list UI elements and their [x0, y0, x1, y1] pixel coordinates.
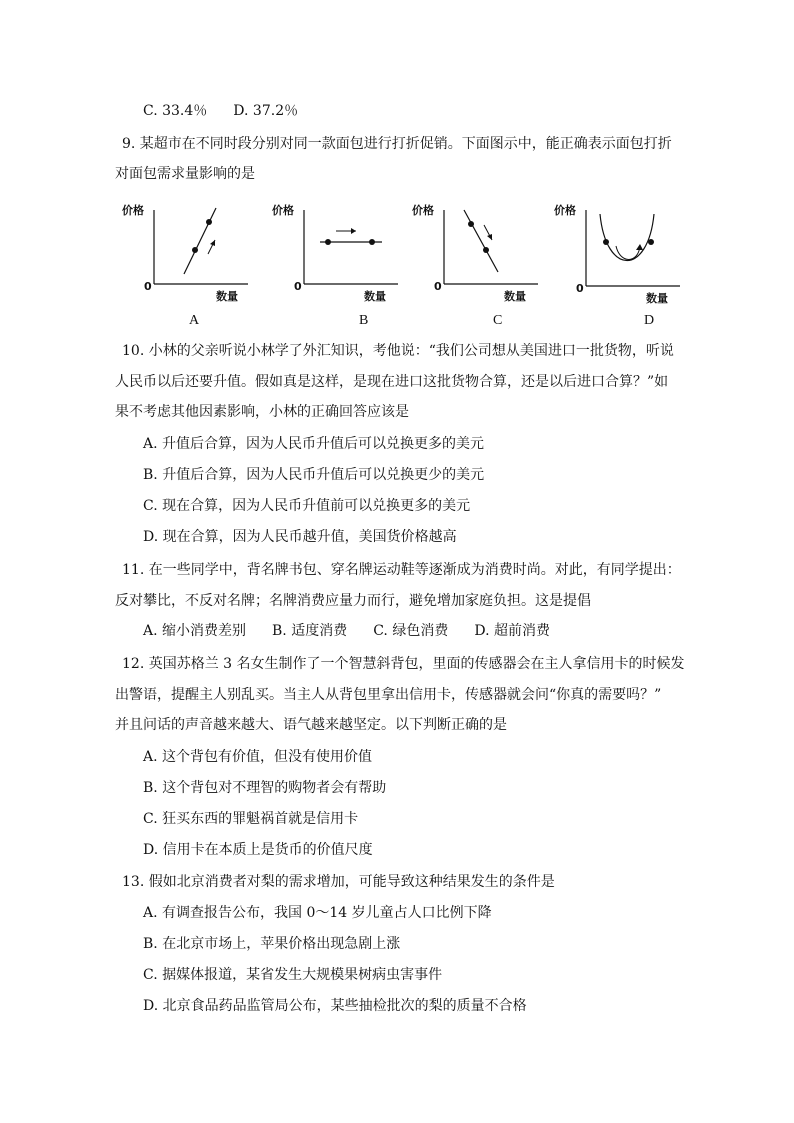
chart-b-letter: B: [359, 313, 369, 328]
q12-option-d: D. 信用卡在本质上是货币的价值尺度: [143, 842, 373, 858]
chart-c-point-low: [483, 247, 489, 253]
q11-option-c: C. 绿色消费: [373, 623, 449, 639]
chart-a-point-high: [206, 219, 212, 225]
chart-a-svg: [118, 198, 258, 308]
chart-d-svg: [550, 198, 690, 308]
q8-option-c: C. 33.4％: [143, 103, 208, 119]
q9-chart-a: [118, 198, 258, 308]
chart-b-xlabel: 数量: [364, 290, 386, 303]
chart-c-letter: C: [493, 313, 503, 328]
q12-stem-line2: 出警语，提醒主人别乱买。当主人从背包里拿出信用卡，传感器就会问“你真的需要吗？”: [115, 687, 662, 703]
chart-d-origin: 0: [576, 282, 584, 295]
chart-b-ylabel: 价格: [272, 204, 294, 217]
chart-d-point-left: [603, 239, 609, 245]
chart-c-point-high: [468, 221, 474, 227]
q9-chart-d: [550, 198, 690, 308]
chart-b-origin: 0: [294, 280, 302, 293]
q13-stem: 13. 假如北京消费者对梨的需求增加，可能导致这种结果发生的条件是: [122, 874, 555, 890]
chart-b-point-right: [369, 239, 375, 245]
q13-option-b: B. 在北京市场上，苹果价格出现急剧上涨: [143, 936, 401, 952]
chart-b-svg: [268, 198, 408, 308]
q10-option-c: C. 现在合算，因为人民币升值前可以兑换更多的美元: [143, 498, 471, 514]
q12-stem-line1: 12. 英国苏格兰 3 名女生制作了一个智慧斜背包，里面的传感器会在主人拿信用卡的时候发: [122, 656, 685, 672]
q13-option-d: D. 北京食品药品监管局公布，某些抽检批次的梨的质量不合格: [143, 998, 527, 1014]
q12-stem-line3: 并且问话的声音越来越大、语气越来越坚定。以下判断正确的是: [115, 717, 507, 733]
chart-d-curve: [600, 214, 654, 261]
chart-a-point-low: [192, 247, 198, 253]
chart-a-xlabel: 数量: [216, 290, 238, 303]
chart-a-letter: A: [189, 313, 200, 328]
q8-option-d: D. 37.2％: [233, 103, 299, 119]
chart-a-origin: 0: [144, 280, 152, 293]
q12-option-c: C. 狂买东西的罪魁祸首就是信用卡: [143, 811, 359, 827]
chart-a-curve: [184, 208, 216, 274]
chart-d-xlabel: 数量: [646, 292, 668, 305]
chart-c-curve: [464, 210, 498, 272]
chart-c-xlabel: 数量: [504, 290, 526, 303]
chart-a-ylabel: 价格: [122, 204, 144, 217]
q8-options: [143, 101, 298, 121]
q10-option-a: A. 升值后合算，因为人民币升值后可以兑换更多的美元: [143, 436, 485, 452]
chart-c-svg: [408, 198, 548, 308]
q12-option-b: B. 这个背包对不理智的购物者会有帮助: [143, 780, 387, 796]
q10-option-b: B. 升值后合算，因为人民币升值后可以兑换更少的美元: [143, 467, 485, 483]
q11-stem-line2: 反对攀比，不反对名牌；名牌消费应量力而行，避免增加家庭负担。这是提倡: [115, 593, 591, 609]
q9-stem-line2: 对面包需求量影响的是: [115, 166, 255, 182]
q10-stem-line1: 10. 小林的父亲听说小林学了外汇知识，考他说：“我们公司想从美国进口一批货物，听说: [122, 343, 674, 359]
q13-option-a: A. 有调查报告公布，我国 0～14 岁儿童占人口比例下降: [143, 905, 492, 921]
chart-b-point-left: [325, 239, 331, 245]
q11-option-b: B. 适度消费: [272, 623, 348, 639]
q9-chart-b: [268, 198, 408, 308]
q9-stem-line1: 9. 某超市在不同时段分别对同一款面包进行打折促销。下面图示中，能正确表示面包打折: [122, 136, 672, 152]
q11-option-d: D. 超前消费: [474, 623, 550, 639]
chart-c-ylabel: 价格: [412, 204, 434, 217]
q11-stem-line1: 11. 在一些同学中，背名牌书包、穿名牌运动鞋等逐渐成为消费时尚。对此，有同学提出：: [122, 562, 681, 578]
q13-option-c: C. 据媒体报道，某省发生大规模果树病虫害事件: [143, 967, 443, 983]
chart-d-ylabel: 价格: [554, 204, 576, 217]
q12-option-a: A. 这个背包有价值，但没有使用价值: [143, 749, 373, 765]
q11-option-a: A. 缩小消费差别: [143, 623, 247, 639]
chart-c-origin: 0: [434, 280, 442, 293]
chart-d-point-right: [648, 239, 654, 245]
q10-stem-line3: 果不考虑其他因素影响，小林的正确回答应该是: [115, 404, 409, 420]
chart-d-letter: D: [644, 313, 655, 328]
q11-options: [143, 621, 550, 641]
q10-option-d: D. 现在合算，因为人民币越升值，美国货价格越高: [143, 529, 457, 545]
q9-chart-c: [408, 198, 548, 308]
q10-stem-line2: 人民币以后还要升值。假如真是这样，是现在进口这批货物合算，还是以后进口合算？”如: [115, 374, 669, 390]
